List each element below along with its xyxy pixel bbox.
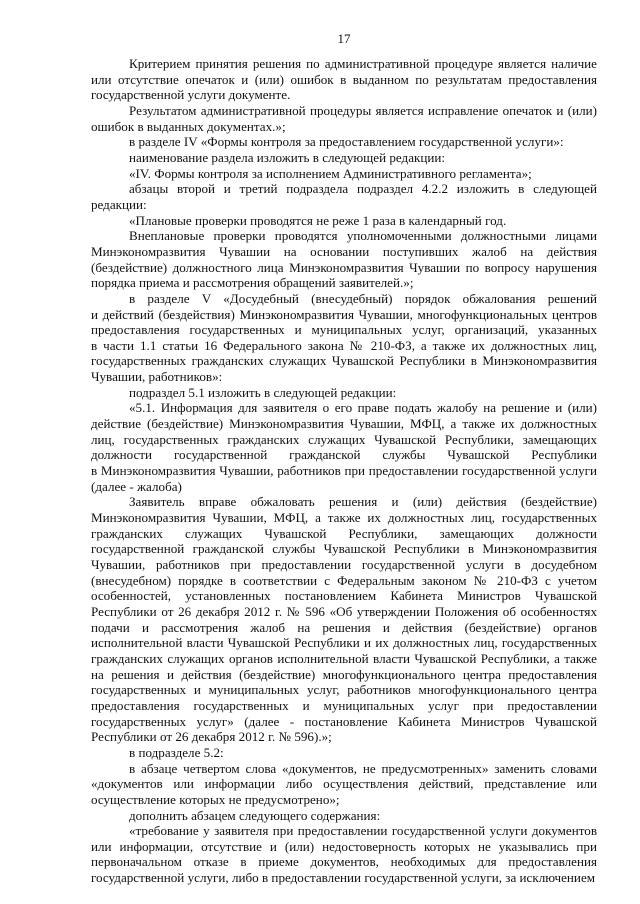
text-line: Внеплановые проверки проводятся уполномоченными должностными лицами [129,228,597,244]
text-line: в части 1.1 статьи 16 Федерального закона № 210-ФЗ, а также их должностных лиц, [91,337,597,353]
paragraph [91,745,597,761]
paragraph [91,385,597,401]
text-line: государственной услуги, либо в предоставлении государственной услуги, за исключением [91,870,596,886]
text-line: (внесудебном) порядке в соответствии с Федеральным законом № 210-ФЗ с учетом [91,572,597,588]
text-line: Чувашии, работников при предоставлении государственной услуги в досудебном [91,557,597,572]
text-line: «Плановые проверки проводятся не реже 1 раза в календарный год. [129,212,507,228]
text-line: на решения и действия (бездействие) многофункционального центра предоставления [91,666,597,682]
paragraph [91,134,597,150]
text-line: Заявитель вправе обжаловать решения и (или) действия (бездействие) [129,494,597,510]
text-line: Минэкономразвития Чувашии на основании поступивших жалоб на действия [91,243,597,259]
text-line: лиц, государственных гражданских служащих Чувашской Республики, замещающих [91,431,597,447]
text-line: «документов или информации либо осуществления действий, представление или [91,776,597,792]
paragraph [91,213,597,229]
paragraph [91,494,597,745]
text-line: Минэкономразвития Чувашии, МФЦ, а также их должностных лиц, государственных [91,510,597,526]
text-line: гражданских служащих органов исполнительной власти Чувашской Республики, а также [91,650,597,666]
text-line: Критерием принятия решения по административной процедуре является наличие [129,56,597,71]
paragraph [91,166,597,182]
text-line: особенностей, установленных постановлением Кабинета Министров Чувашской [91,588,597,604]
text-line: в подразделе 5.2: [129,744,224,760]
paragraph [91,228,597,291]
text-line: (бездействие) должностного лица Минэкономразвития Чувашии по вопросу нарушения [91,259,597,275]
text-line: или отсутствие опечаток и (или) ошибок в выданном по результатам предоставления [91,71,597,87]
text-line: осуществление которых не предусмотрено»; [91,791,340,807]
document-page [91,0,597,904]
document-body [91,56,597,886]
paragraph [91,150,597,166]
text-line: должности государственной гражданской службы Чувашской Республики [91,447,597,463]
text-line: или информации, отсутствие и (или) недостоверность которых не указывались при [91,838,597,854]
text-line: в Минэкономразвития Чувашии, работников при предоставлении государственной услуги [91,463,597,479]
paragraph [91,181,597,212]
text-line: ошибок в выданных документах.»; [91,118,286,134]
paragraph [91,808,597,824]
paragraph [91,103,597,134]
text-line: исполнительной власти Чувашской Республики и их должностных лиц, государственных [91,635,597,651]
text-line: государственных гражданских служащих Чувашской Республики в Минэкономразвития [91,353,597,369]
text-line: в разделе V «Досудебный (внесудебный) порядок обжалования решений [129,290,597,306]
text-line: «5.1. Информация для заявителя о его праве подать жалобу на решение и (или) [129,400,597,416]
text-line: «требование у заявителя при предоставлении государственной услуги документов [129,823,597,839]
text-line: редакции: [91,196,147,212]
text-line: подраздел 5.1 изложить в следующей редакции: [129,384,397,400]
text-line: действие (бездействие) Минэкономразвития Чувашии, МФЦ, а также их должностных [91,416,597,432]
text-line: в абзаце четвертом слова «документов, не предусмотренных» заменить словами [129,760,597,776]
text-line: предоставления государственных и муниципальных услуг, организаций, указанных [91,322,597,338]
paragraph [91,400,597,494]
text-line: Чувашии, работников»: [91,369,223,385]
text-line: первоначальном отказе в приеме документов, необходимых для предоставления [91,854,597,870]
text-line: государственной гражданской службы Чувашской Республики в Минэкономразвития [91,541,597,557]
page-number: 17 [337,31,351,46]
paragraph [91,291,597,385]
text-line: в разделе IV «Формы контроля за предоставлением государственной услуги»: [129,134,564,150]
text-line: подачи и рассмотрения жалоб на решения и действия (бездействие) органов [91,619,597,635]
text-line: государственной услуги документе. [91,87,291,103]
paragraph [91,761,597,808]
text-line: наименование раздела изложить в следующей редакции: [129,149,446,165]
paragraph [91,56,597,103]
text-line: государственных услуг» (далее - постановление Кабинета Министров Чувашской [91,713,597,729]
text-line: и действий (бездействия) Минэкономразвития Чувашии, многофункциональных центров [91,306,597,322]
text-line: порядка приема и рассмотрения обращений заявителей.»; [91,275,414,291]
text-line: предоставления государственных и муниципальных услуг при предоставлении [91,697,597,713]
paragraph [91,823,597,886]
text-line: дополнить абзацем следующего содержания: [129,807,381,823]
text-line: «IV. Формы контроля за исполнением Административного регламента»; [129,165,532,181]
text-line: абзацы второй и третий подраздела подраздел 4.2.2 изложить в следующей [129,181,597,197]
text-line: Результатом административной процедуры является исправление опечаток и (или) [129,102,597,118]
text-line: Республики от 26 декабря 2012 г. № 596).»; [91,729,332,745]
text-line: гражданских служащих Чувашской Республики, замещающих должности [91,525,597,541]
text-line: (далее - жалоба) [91,478,182,494]
text-line: государственных и муниципальных услуг, работников многофункционального центра [91,682,597,698]
text-line: Республики от 26 декабря 2012 г. № 596 «Об утверждении Положения об особенностях [91,603,597,619]
